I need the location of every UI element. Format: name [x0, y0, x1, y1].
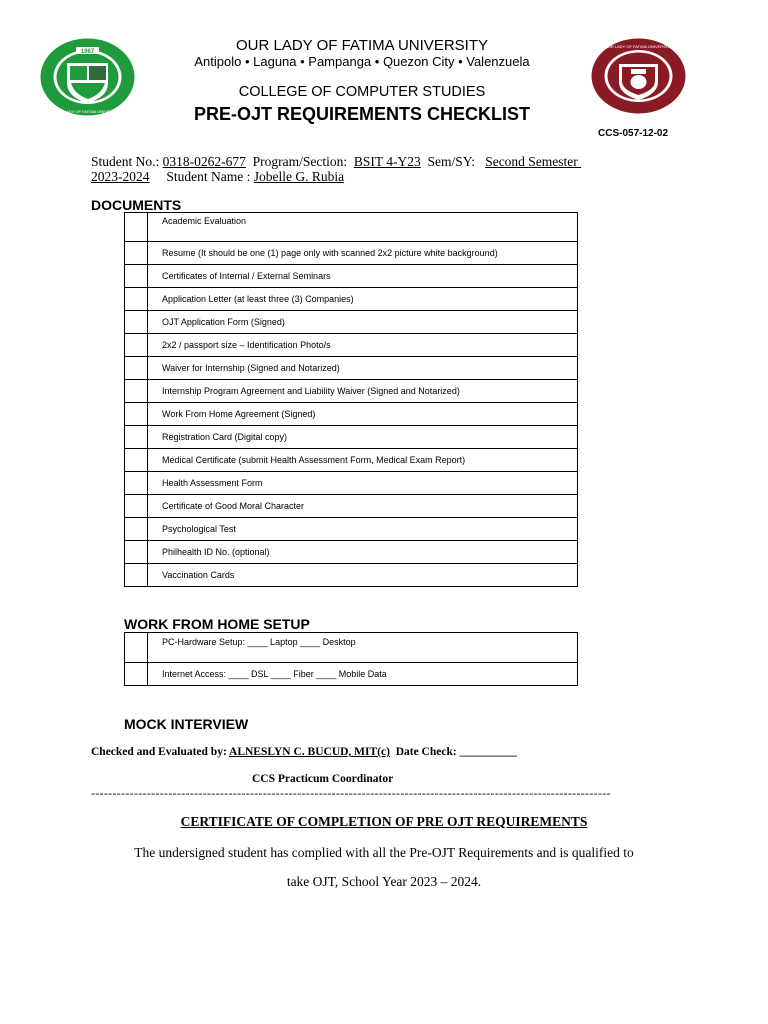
student-no-label: Student No.:: [91, 154, 163, 169]
checked-by-label: Checked and Evaluated by:: [91, 746, 230, 758]
document-label: Waiver for Internship (Signed and Notarized): [148, 357, 578, 380]
document-row: [125, 495, 578, 518]
document-label: Registration Card (Digital copy): [148, 426, 578, 449]
left-logo-ring-text: OUR LADY OF FATIMA UNIVERSITY: [53, 109, 122, 114]
wfh-heading: WORK FROM HOME SETUP: [124, 616, 310, 632]
document-label: OJT Application Form (Signed): [148, 311, 578, 334]
document-checkbox[interactable]: [125, 311, 148, 334]
document-row: [125, 380, 578, 403]
document-checkbox[interactable]: [125, 564, 148, 587]
document-checkbox[interactable]: [125, 357, 148, 380]
document-label: Resume (It should be one (1) page only with scanned 2x2 picture white background): [148, 242, 578, 265]
document-checkbox[interactable]: [125, 380, 148, 403]
document-label: Certificates of Internal / External Seminars: [148, 265, 578, 288]
documents-checklist: [124, 212, 578, 587]
sem-value: Second Semester: [485, 154, 582, 169]
document-label: Vaccination Cards: [148, 564, 578, 587]
document-row: [125, 426, 578, 449]
checked-by-value: ALNESLYN C. BUCUD, MIT(c): [229, 746, 390, 758]
document-label: Application Letter (at least three (3) Companies): [148, 288, 578, 311]
college-name: COLLEGE OF COMPUTER STUDIES: [238, 84, 486, 100]
document-row: [125, 213, 578, 242]
document-label: Health Assessment Form: [148, 472, 578, 495]
document-row: [125, 334, 578, 357]
form-code: CCS-057-12-02: [598, 128, 669, 139]
document-checkbox[interactable]: [125, 541, 148, 564]
wfh-row: [125, 633, 578, 663]
document-label: Academic Evaluation: [148, 213, 578, 242]
certificate-title: CERTIFICATE OF COMPLETION OF PRE OJT REQUIREMENTS: [180, 814, 588, 829]
document-label: Work From Home Agreement (Signed): [148, 403, 578, 426]
wfh-label: PC-Hardware Setup: ____ Laptop ____ Desktop: [148, 633, 578, 663]
student-name-label: Student Name :: [149, 169, 254, 184]
program-label: Program/Section:: [245, 154, 354, 169]
document-row: [125, 472, 578, 495]
document-checkbox[interactable]: [125, 518, 148, 541]
document-row: [125, 541, 578, 564]
mock-interview-heading: MOCK INTERVIEW: [124, 716, 249, 732]
student-no-value: 0318-0262-677: [162, 154, 246, 169]
document-row: [125, 288, 578, 311]
sem-label: Sem/SY:: [420, 154, 486, 169]
document-checkbox[interactable]: [125, 495, 148, 518]
university-name: OUR LADY OF FATIMA UNIVERSITY: [236, 37, 488, 54]
document-checkbox[interactable]: [125, 213, 148, 242]
document-label: Philhealth ID No. (optional): [148, 541, 578, 564]
left-logo-year: 1967: [80, 49, 95, 55]
document-checkbox[interactable]: [125, 403, 148, 426]
student-name-value: Jobelle G. Rubia: [253, 169, 345, 184]
certificate-body-line-1: The undersigned student has complied with all the Pre-OJT Requirements and is qualified to: [134, 845, 634, 860]
divider-line: -------------------------------------------------------------------------------------------------------------------------: [91, 786, 611, 800]
date-check-label: Date Check: __________: [389, 746, 518, 758]
document-checkbox[interactable]: [125, 334, 148, 357]
document-checkbox[interactable]: [125, 265, 148, 288]
wfh-row: [125, 663, 578, 686]
certificate-body-line-2: take OJT, School Year 2023 – 2024.: [286, 874, 482, 889]
document-label: Medical Certificate (submit Health Assessment Form, Medical Exam Report): [148, 449, 578, 472]
program-value: BSIT 4-Y23: [353, 154, 421, 169]
document-row: [125, 311, 578, 334]
document-label: Internship Program Agreement and Liability Waiver (Signed and Notarized): [148, 380, 578, 403]
document-row: [125, 518, 578, 541]
document-checkbox[interactable]: [125, 242, 148, 265]
campus-list: Antipolo • Laguna • Pampanga • Quezon City • Valenzuela: [194, 54, 530, 69]
student-info-line-1: [91, 154, 691, 169]
document-label: Certificate of Good Moral Character: [148, 495, 578, 518]
right-logo-ring-text: OUR LADY OF FATIMA UNIVERSITY: [604, 44, 673, 49]
document-label: Psychological Test: [148, 518, 578, 541]
document-checkbox[interactable]: [125, 472, 148, 495]
document-row: [125, 564, 578, 587]
document-row: [125, 265, 578, 288]
wfh-checkbox[interactable]: [125, 633, 148, 663]
document-row: [125, 242, 578, 265]
document-checkbox[interactable]: [125, 288, 148, 311]
document-row: [125, 449, 578, 472]
school-year-value: 2023-2024: [91, 169, 150, 184]
wfh-label: Internet Access: ____ DSL ____ Fiber ____ Mobile Data: [148, 663, 578, 686]
student-info-line-2: [91, 169, 691, 184]
document-title: PRE-OJT REQUIREMENTS CHECKLIST: [193, 104, 531, 124]
document-checkbox[interactable]: [125, 449, 148, 472]
documents-heading: DOCUMENTS: [91, 197, 182, 213]
document-checkbox[interactable]: [125, 426, 148, 449]
document-row: [125, 357, 578, 380]
wfh-checklist: [124, 632, 578, 686]
document-row: [125, 403, 578, 426]
wfh-checkbox[interactable]: [125, 663, 148, 686]
checked-by-line: [91, 746, 517, 758]
document-label: 2x2 / passport size – Identification Photo/s: [148, 334, 578, 357]
coordinator-title: CCS Practicum Coordinator: [252, 773, 394, 785]
